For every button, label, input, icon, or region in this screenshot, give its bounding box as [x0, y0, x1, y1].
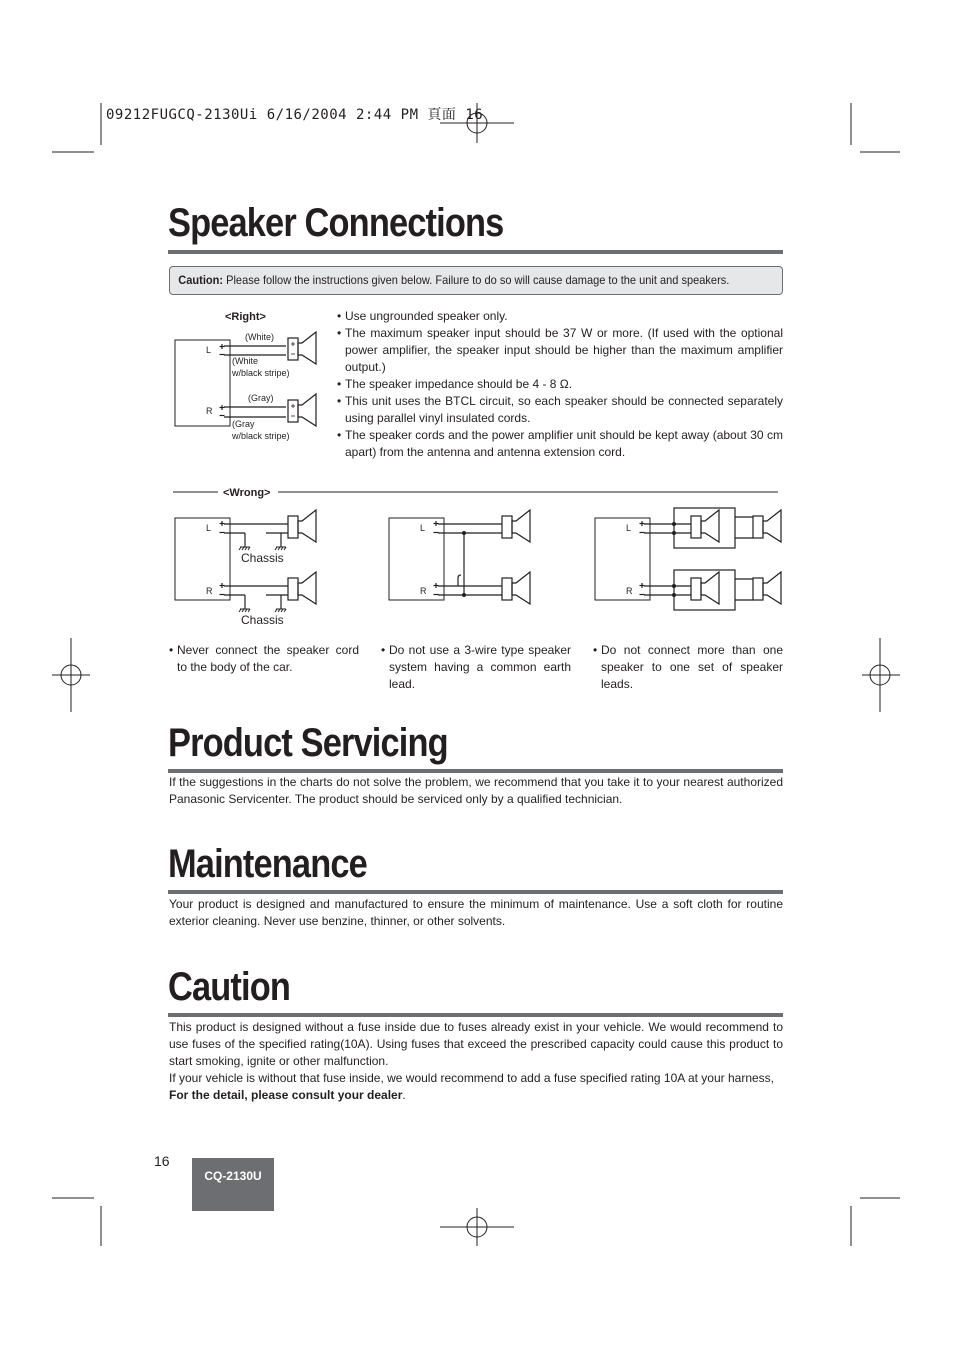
wrong-section-header [168, 482, 783, 502]
caution-paragraph-1: This product is designed without a fuse inside due to fuses already exist in your vehicle. We would recommend to use fuses of the specified rating(10A). Using fuses that exceed the prescribed capacity could cause this product to start smoking, ignite or other malfunction. [169, 1020, 783, 1068]
label-l: L [420, 523, 426, 533]
wire-white-stripe-label: (White [232, 356, 259, 366]
wrong-note-text: • Never connect the speaker cord to the body of the car. [169, 642, 359, 676]
bullet-item: • Use ungrounded speaker only. [337, 308, 783, 325]
speaker-instructions [337, 308, 783, 461]
caution-box [169, 266, 783, 295]
wrong-note-text: • Do not connect more than one speaker to one set of speaker leads. [593, 642, 783, 693]
label-r: R [626, 586, 633, 596]
heading-rule [168, 250, 783, 254]
heading-rule [168, 1013, 783, 1017]
maintenance-text: Your product is designed and manufactured to ensure the minimum of maintenance. Use a soft cloth for routine exterior cleaning. Never use benzine, thinner, or other solvents. [169, 897, 783, 928]
wrong-note [169, 642, 359, 676]
wire-gray-stripe-label-2: w/black stripe) [232, 431, 290, 441]
wrong-diagram-multiple-speakers [588, 505, 788, 615]
chassis-label: Chassis [241, 551, 284, 565]
heading-rule [168, 769, 783, 773]
label-r: R [206, 406, 213, 416]
label-r: R [420, 586, 427, 596]
consult-dealer-text: For the detail, please consult your dealer [169, 1088, 403, 1102]
wrong-note [381, 642, 571, 693]
wrong-note [593, 642, 783, 693]
heading-caution: Caution [168, 965, 291, 1009]
wire-gray-label: (Gray) [248, 393, 274, 403]
caution-paragraph-3 [169, 1087, 783, 1104]
wrong-diagram-common-earth [382, 505, 542, 615]
wrong-title: <Wrong> [223, 487, 271, 499]
wire-white-stripe-label-2: w/black stripe) [232, 368, 290, 378]
print-header: 09212FUGCQ-2130Ui 6/16/2004 2:44 PM 頁面 16 [106, 107, 484, 123]
heading-speaker-connections: Speaker Connections [168, 201, 504, 245]
period: . [402, 1088, 406, 1102]
bullet-item: • This unit uses the BTCL circuit, so each speaker should be connected separately using parallel vinyl insulated cords. [337, 393, 783, 427]
caution-label: Caution: [178, 273, 224, 287]
label-l: L [626, 523, 632, 533]
heading-rule [168, 890, 783, 894]
label-l: L [206, 345, 212, 355]
product-servicing-text: If the suggestions in the charts do not solve the problem, we recommend that you take it to your nearest authorized Panasonic Servicenter. The product should be serviced only by a qualified technician. [169, 775, 783, 806]
wrong-diagram-chassis [168, 505, 328, 630]
wire-gray-stripe-label: (Gray [232, 419, 255, 429]
caution-paragraph-2: If your vehicle is without that fuse inside, we would recommend to add a fuse specified rating 10A at your harness, [169, 1071, 774, 1085]
heading-maintenance: Maintenance [168, 842, 367, 886]
wrong-note-text: • Do not use a 3-wire type speaker system having a common earth lead. [381, 642, 571, 693]
bullet-item: • The maximum speaker input should be 37 W or more. (If used with the optional power amplifier, the speaker input should be higher than the maximum amplifier output.) [337, 325, 783, 376]
bullet-item: • The speaker impedance should be 4 - 8 Ω. [337, 376, 783, 393]
caution-text: Please follow the instructions given below. Failure to do so will cause damage to the unit and speakers. [226, 273, 730, 287]
label-r: R [206, 586, 213, 596]
bullet-item: • The speaker cords and the power amplifier unit should be kept away (about 30 cm apart) from the antenna and antenna extension cord. [337, 427, 783, 461]
label-l: L [206, 523, 212, 533]
wire-white-label: (White) [245, 332, 274, 342]
page-number: 16 [154, 1153, 170, 1169]
heading-product-servicing: Product Servicing [168, 721, 448, 765]
model-badge: CQ-2130U [192, 1158, 274, 1211]
caution-text-block [169, 1019, 783, 1104]
right-diagram-title: <Right> [225, 311, 266, 323]
right-wiring-diagram [168, 305, 328, 455]
chassis-label: Chassis [241, 613, 284, 627]
